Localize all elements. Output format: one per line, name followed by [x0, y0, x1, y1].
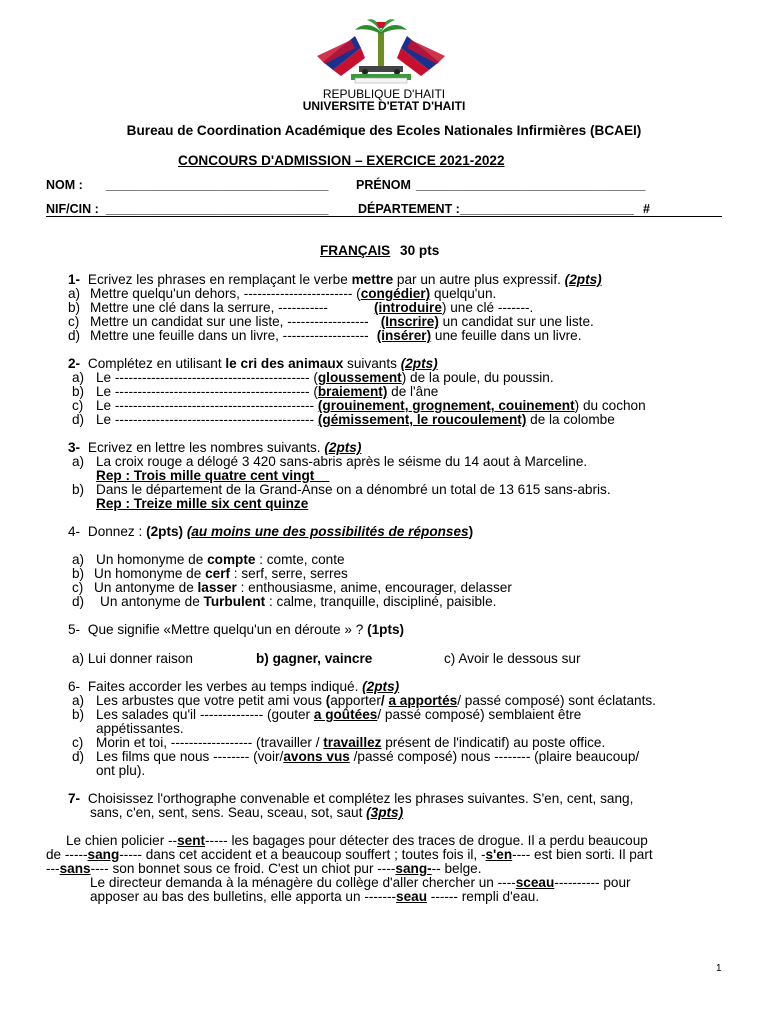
prenom-label: PRÉNOM: [356, 178, 411, 192]
q2-a-letter: a): [72, 370, 85, 385]
q1-item-b: [68, 301, 533, 315]
q6-c-post: présent de l'indicatif) au poste office.: [381, 735, 606, 750]
q2-prompt: [68, 357, 438, 371]
q1-item-a: [68, 287, 496, 301]
q3-prompt: [68, 441, 361, 455]
para-l5-answer: seau: [396, 889, 428, 904]
q4-d-pre: Un antonyme de: [100, 594, 204, 609]
q5-prompt: [68, 623, 404, 637]
q6-number: 6-: [68, 679, 81, 694]
q4-d-letter: d): [72, 594, 85, 609]
q2-text: Complétez en utilisant: [87, 356, 226, 371]
q1-c-post: un candidat sur une liste.: [438, 314, 594, 329]
q2-a-pre: Le ------------------------------------------- (: [96, 370, 318, 385]
header-divider: [46, 216, 722, 217]
q1-a-answer: congédier): [360, 286, 431, 301]
q2-c-pre: Le --------------------------------------------: [96, 398, 318, 413]
q4-c-post: : enthousiasme, anime, encourager, delasser: [236, 580, 512, 595]
q3-points: (2pts): [324, 440, 362, 455]
departement-label: DÉPARTEMENT :: [358, 202, 460, 216]
q2-number: 2-: [68, 356, 81, 371]
q3-b-text: Dans le département de la Grand-Anse on a dénombré un total de 13 615 sans-abris.: [96, 482, 611, 497]
para-l3-answer-2: sang-: [395, 861, 432, 876]
q6-item-c: [72, 736, 605, 750]
q6-item-b: [72, 708, 581, 722]
q6-a-pre: Les arbustes que votre petit ami vous: [96, 693, 326, 708]
section-title: [320, 244, 439, 258]
q5-option-b: b) gagner, vaincre: [256, 651, 373, 666]
q2-b-post: de l'âne: [387, 384, 439, 399]
q2-d-post: de la colombe: [526, 412, 615, 427]
para-l4-pre: Le directeur demanda à la ménagère du collège d'aller chercher un ----: [90, 875, 516, 890]
q1-c-letter: c): [68, 314, 80, 329]
q1-b-letter: b): [68, 300, 81, 315]
para-l1-pre: Le chien policier --: [66, 833, 178, 848]
q1-b-answer: (introduire: [373, 300, 442, 315]
q4-b-post: : serf, serre, serres: [230, 566, 348, 581]
q6-a-answer: a apportés: [388, 693, 458, 708]
q4-points: (2pts): [146, 524, 187, 539]
para-l3-pre: ---: [46, 861, 60, 876]
q1-item-d: [68, 329, 582, 343]
q4-a-post: : comte, conte: [255, 552, 345, 567]
q6-points: (2pts): [362, 679, 400, 694]
q4-c-bold: lasser: [197, 580, 237, 595]
q6-a-slash: /: [380, 693, 389, 708]
q2-b-answer: braiement): [317, 384, 388, 399]
q5-option-c: c) Avoir le dessous sur: [444, 651, 581, 666]
paragraph-line-1: [66, 834, 648, 848]
q2-c-answer: (grouinement, grognement, couinement: [317, 398, 575, 413]
para-l4-post: ---------- pour: [554, 875, 631, 890]
paragraph-line-4: [90, 876, 631, 890]
bureau-title: Bureau de Coordination Académique des Ecoles Nationales Infirmières (BCAEI): [126, 123, 642, 138]
para-l2-answer-1: sang: [87, 847, 120, 862]
q4-c-pre: Un antonyme de: [94, 580, 198, 595]
q1-c-answer: (Inscrire): [380, 314, 439, 329]
para-l5-pre: apposer au bas des bulletins, elle apporta un -------: [90, 889, 397, 904]
q1-a-pre: Mettre quelqu'un dehors, ------------------------ (: [90, 286, 361, 301]
paragraph-line-3: [46, 862, 482, 876]
q2-b-pre: Le ------------------------------------------- (: [96, 384, 318, 399]
q2-item-c: [72, 399, 646, 413]
q2-a-post: ) de la poule, du poussin.: [401, 370, 554, 385]
para-l3-answer-1: sans: [59, 861, 91, 876]
para-l3-post: -- belge.: [431, 861, 482, 876]
q4-item-b: [72, 567, 348, 581]
q1-text: Ecrivez les phrases en remplaçant le verbe: [87, 272, 352, 287]
q2-d-letter: d): [72, 412, 85, 427]
q1-d-answer: (insérer): [376, 328, 432, 343]
q3-a-response: Rep : Trois mille quatre cent vingt: [96, 468, 330, 483]
q6-a-post: / passé composé) sont éclatants.: [457, 693, 656, 708]
para-l5-post: ------ rempli d'eau.: [427, 889, 540, 904]
q6-c-letter: c): [72, 735, 84, 750]
q4-a-letter: a): [72, 552, 85, 567]
q7-text: Choisissez l'orthographe convenable et complétez les phrases suivantes. S'en, cent, sang,: [87, 791, 634, 806]
q2-bold: le cri des animaux: [225, 356, 344, 371]
q6-a-mid: apporter: [330, 693, 381, 708]
q1-d-letter: d): [68, 328, 81, 343]
nif-field[interactable]: ________________________________: [106, 202, 329, 216]
q2-c-letter: c): [72, 398, 84, 413]
q2-item-a: [72, 371, 554, 385]
q1-d-post: une feuille dans un livre.: [431, 328, 582, 343]
q6-d-continuation: ont plu).: [96, 763, 146, 778]
q5-text: Que signifie «Mettre quelqu'un en déroute » ?: [87, 622, 368, 637]
paragraph-line-5: [90, 890, 539, 904]
q6-text: Faites accorder les verbes au temps indiqué.: [87, 679, 363, 694]
q1-rest: par un autre plus expressif.: [393, 272, 565, 287]
q4-c-letter: c): [72, 580, 84, 595]
nom-field[interactable]: ________________________________: [106, 178, 329, 192]
q6-d-post: /passé composé) nous -------- (plaire beaucoup/: [349, 749, 640, 764]
q6-d-pre: Les films que nous -------- (voir/: [96, 749, 284, 764]
q6-b-pre: Les salades qu'il -------------- (gouter: [96, 707, 314, 722]
q1-a-letter: a): [68, 286, 81, 301]
para-l2-post: ---- est bien sorti. Il part: [512, 847, 653, 862]
q1-points: (2pts): [564, 272, 602, 287]
prenom-field[interactable]: _________________________________: [416, 178, 646, 192]
q6-item-d: [72, 750, 639, 764]
q3-number: 3-: [68, 440, 81, 455]
q6-c-answer: travaillez: [323, 735, 382, 750]
q4-item-d: [72, 595, 496, 609]
departement-hash: #: [643, 202, 650, 216]
para-l2-pre: de -----: [46, 847, 88, 862]
para-l1-answer: sent: [177, 833, 206, 848]
q1-b-pre: Mettre une clé dans la serrure, -----------: [90, 300, 328, 315]
university-label: UNIVERSITE D'ETAT D'HAITI: [302, 99, 466, 113]
q4-close: ): [468, 524, 474, 539]
q2-c-post: ) du cochon: [574, 398, 646, 413]
q4-prompt: [68, 525, 473, 539]
q6-prompt: [68, 680, 399, 694]
q4-b-letter: b): [72, 566, 85, 581]
q6-b-continuation: appétissantes.: [96, 721, 184, 736]
q2-b-letter: b): [72, 384, 85, 399]
q3-b-response: Rep : Treize mille six cent quinze: [96, 496, 309, 511]
q7-prompt: [68, 792, 633, 806]
q2-points: (2pts): [400, 356, 438, 371]
q3-a-letter: a): [72, 454, 85, 469]
q4-a-bold: compte: [207, 552, 256, 567]
q1-item-c: [68, 315, 594, 329]
para-l1-post: ----- les bagages pour détecter des traces de drogue. Il a perdu beaucoup: [205, 833, 648, 848]
page-number: 1: [716, 963, 722, 974]
q4-item-a: [72, 553, 345, 567]
q1-a-post: quelqu'un.: [430, 286, 497, 301]
q6-b-letter: b): [72, 707, 85, 722]
para-l4-answer: sceau: [515, 875, 555, 890]
q2-item-d: [72, 413, 615, 427]
departement-field[interactable]: _________________________: [460, 202, 634, 216]
section-subject: FRANÇAIS: [320, 243, 391, 258]
q1-b-post: ) une clé -------.: [441, 300, 534, 315]
q3-text: Ecrivez en lettre les nombres suivants.: [87, 440, 325, 455]
republic-label: REPUBLIQUE D'HAITI: [322, 87, 446, 101]
q5-number: 5-: [68, 622, 81, 637]
q2-a-answer: gloussement: [317, 370, 402, 385]
para-l3-mid: ---- son bonnet sous ce froid. C'est un chiot pur ----: [90, 861, 396, 876]
q2-rest: suivants: [343, 356, 401, 371]
q3-item-a: [72, 455, 587, 469]
q1-c-pre: Mettre un candidat sur une liste, ------------------: [90, 314, 369, 329]
q7-points: (3pts): [366, 805, 404, 820]
section-points: 30 pts: [400, 243, 440, 258]
q6-d-answer: avons vus: [283, 749, 350, 764]
q5-option-a: a) Lui donner raison: [72, 651, 193, 666]
q7-number: 7-: [68, 791, 81, 806]
q2-item-b: [72, 385, 438, 399]
q6-a-bracket: (: [325, 693, 331, 708]
q2-d-pre: Le --------------------------------------------: [96, 412, 318, 427]
q3-b-letter: b): [72, 482, 85, 497]
concours-title: CONCOURS D'ADMISSION – EXERCICE 2021-2022: [178, 153, 505, 168]
q3-item-b: [72, 483, 611, 497]
q4-d-post: : calme, tranquille, discipliné, paisible.: [265, 594, 497, 609]
paragraph-line-2: [46, 848, 653, 862]
q6-item-a: [72, 694, 656, 708]
q6-b-post: / passé composé) semblaient être: [377, 707, 582, 722]
q4-parenthetical: (au moins une des possibilités de réponses: [186, 524, 469, 539]
q4-d-bold: Turbulent: [203, 594, 266, 609]
nom-label: NOM :: [46, 178, 83, 192]
q2-d-answer: (gémissement, le roucoulement): [317, 412, 527, 427]
q4-text: Donnez :: [87, 524, 147, 539]
q1-bold: mettre: [351, 272, 394, 287]
q7-continuation: [90, 806, 403, 820]
q6-c-pre: Morin et toi, ------------------ (travailler /: [96, 735, 324, 750]
haiti-coat-of-arms: [315, 18, 447, 84]
q4-b-bold: cerf: [205, 566, 231, 581]
q4-a-pre: Un homonyme de: [96, 552, 208, 567]
q6-a-letter: a): [72, 693, 85, 708]
q4-b-pre: Un homonyme de: [94, 566, 206, 581]
q5-points: (1pts): [367, 622, 405, 637]
q4-item-c: [72, 581, 512, 595]
q3-a-text: La croix rouge a délogé 3 420 sans-abris après le séisme du 14 aout à Marceline.: [96, 454, 588, 469]
q4-number: 4-: [68, 524, 81, 539]
nif-label: NIF/CIN :: [46, 202, 99, 216]
q6-b-answer: a goûtées: [313, 707, 378, 722]
q1-prompt: [68, 273, 602, 287]
q1-d-pre: Mettre une feuille dans un livre, -------------------: [90, 328, 369, 343]
para-l2-mid: ----- dans cet accident et a beaucoup souffert ; toutes fois il, -: [119, 847, 486, 862]
para-l2-answer-2: s'en: [485, 847, 513, 862]
q7-line2: sans, c'en, sent, sens. Seau, sceau, sot, saut: [90, 805, 367, 820]
q6-d-letter: d): [72, 749, 85, 764]
q1-number: 1-: [68, 272, 81, 287]
